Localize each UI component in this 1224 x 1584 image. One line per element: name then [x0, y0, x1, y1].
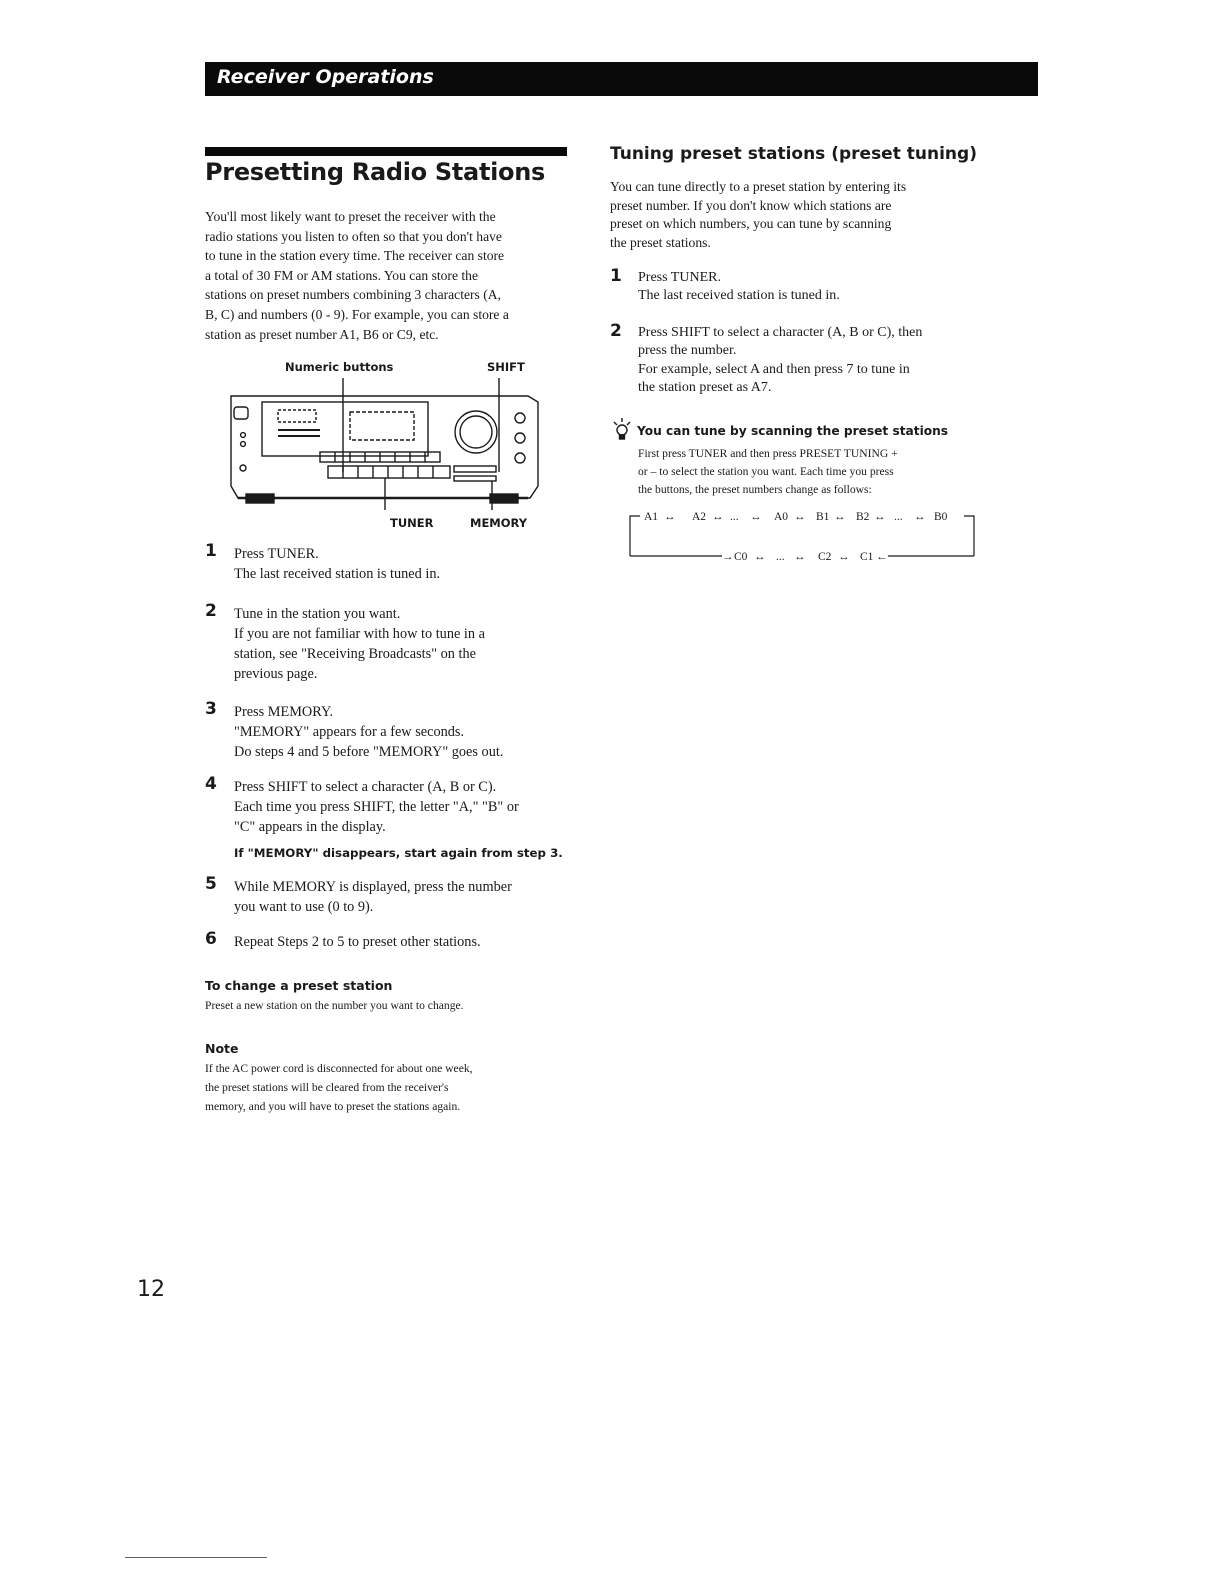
intro-line: to tune in the station every time. The receiver can store — [205, 248, 505, 264]
seq-item-ellipsis: ... — [730, 511, 739, 523]
svg-text:↔: ↔ — [750, 511, 762, 523]
step-number: 4 — [205, 774, 217, 794]
change-preset-text: Preset a new station on the number you want to change. — [205, 999, 464, 1012]
tip-line: First press TUNER and then press PRESET TUNING + — [638, 447, 898, 460]
label-tuner: TUNER — [390, 516, 434, 530]
step-line: Press TUNER. — [234, 546, 319, 562]
banner-title: Receiver Operations — [217, 66, 434, 88]
label-numeric-buttons: Numeric buttons — [285, 360, 394, 374]
numeric-button-row — [328, 466, 450, 478]
step-line: Do steps 4 and 5 before "MEMORY" goes out. — [234, 744, 504, 760]
step-line: Press TUNER. — [638, 270, 721, 285]
step-line: Repeat Steps 2 to 5 to preset other stations. — [234, 934, 481, 950]
step-line: station, see "Receiving Broadcasts" on the — [234, 646, 476, 662]
tip-line: or – to select the station you want. Each time you press — [638, 465, 894, 478]
step-3 — [205, 699, 575, 762]
intro-line: You'll most likely want to preset the receiver with the — [205, 209, 496, 224]
step-line: If you are not familiar with how to tune in a — [234, 626, 485, 642]
step-line: Tune in the station you want. — [234, 606, 401, 622]
receiver-front-panel-illustration — [228, 372, 548, 512]
seq-item-c0: C0 — [734, 551, 748, 562]
note-text — [205, 1059, 555, 1116]
svg-text:←: ← — [876, 551, 888, 562]
intro-paragraph — [205, 207, 570, 344]
step-line: The last received station is tuned in. — [234, 566, 441, 582]
section-banner — [205, 62, 1038, 96]
step-4 — [205, 774, 575, 863]
intro-line: B, C) and numbers (0 - 9). For example, you can store a — [205, 306, 509, 322]
step-line: Press SHIFT to select a character (A, B or C), then — [638, 325, 923, 340]
page-title: Presetting Radio Stations — [205, 158, 545, 186]
intro-line: the preset stations. — [610, 234, 711, 250]
seq-item-a0: A0 — [774, 511, 789, 523]
seq-item-b1: B1 — [816, 511, 830, 523]
step-line: the station preset as A7. — [638, 380, 772, 396]
svg-text:↔: ↔ — [794, 511, 806, 523]
svg-text:↔: ↔ — [712, 511, 724, 523]
seq-item-c2: C2 — [818, 551, 832, 562]
tip-heading: You can tune by scanning the preset stations — [637, 424, 949, 438]
memory-button — [454, 476, 496, 481]
svg-text:↔: ↔ — [874, 511, 886, 523]
svg-text:→: → — [722, 551, 734, 562]
memory-warning: If "MEMORY" disappears, start again from step 3. — [234, 846, 563, 860]
step-line: "MEMORY" appears for a few seconds. — [234, 724, 465, 740]
intro-line: preset number. If you don't know which stations are — [610, 197, 892, 213]
step-line: Press MEMORY. — [234, 704, 334, 720]
power-switch — [234, 407, 248, 419]
note-line: the preset stations will be cleared from the receiver's — [205, 1081, 449, 1094]
step-line: "C" appears in the display. — [234, 819, 386, 835]
note-heading: Note — [205, 1041, 239, 1056]
step-line: Press SHIFT to select a character (A, B or C). — [234, 779, 497, 795]
svg-text:↔: ↔ — [914, 511, 926, 523]
preset-tuning-heading: Tuning preset stations (preset tuning) — [610, 144, 977, 164]
step-line: While MEMORY is displayed, press the number — [234, 879, 512, 895]
seq-item-a2: A2 — [692, 511, 707, 523]
footer-rule — [125, 1557, 267, 1558]
title-rule — [205, 147, 567, 156]
step-5 — [205, 874, 575, 917]
preset-sequence-diagram — [626, 504, 982, 562]
step-6 — [205, 929, 575, 952]
step-number: 1 — [205, 541, 217, 561]
shift-button — [454, 466, 496, 472]
step-number: 1 — [610, 266, 622, 286]
intro-line: a total of 30 FM or AM stations. You can store the — [205, 267, 478, 283]
svg-text:↔: ↔ — [754, 551, 766, 562]
step-1 — [205, 541, 575, 584]
step-line: press the number. — [638, 343, 737, 359]
step-number: 2 — [610, 321, 622, 341]
intro-line: radio stations you listen to often so that you don't have — [205, 228, 502, 244]
right-foot — [490, 494, 518, 503]
tip-line: the buttons, the preset numbers change as follows: — [638, 483, 872, 496]
preset-step-2 — [610, 321, 980, 398]
tip-body — [638, 445, 978, 499]
svg-text:↔: ↔ — [834, 511, 846, 523]
seq-item-c1: C1 — [860, 551, 874, 562]
page-number: 12 — [137, 1277, 165, 1302]
change-preset-heading: To change a preset station — [205, 978, 393, 993]
left-foot — [246, 494, 274, 503]
step-line: For example, select A and then press 7 to tune in — [638, 361, 910, 377]
step-number: 5 — [205, 874, 217, 894]
seq-item-b2: B2 — [856, 511, 870, 523]
step-2 — [205, 601, 575, 684]
step-line: you want to use (0 to 9). — [234, 899, 374, 915]
step-number: 2 — [205, 601, 217, 621]
volume-knob — [455, 411, 497, 453]
intro-line: station as preset number A1, B6 or C9, etc. — [205, 326, 439, 342]
intro-line: stations on preset numbers combining 3 characters (A, — [205, 287, 501, 303]
note-line: If the AC power cord is disconnected for about one week, — [205, 1062, 473, 1075]
svg-text:↔: ↔ — [664, 511, 676, 523]
svg-text:↔: ↔ — [794, 551, 806, 562]
step-line: The last received station is tuned in. — [638, 288, 840, 304]
step-number: 3 — [205, 699, 217, 719]
intro-line: You can tune directly to a preset station by entering its — [610, 179, 907, 194]
label-memory: MEMORY — [470, 516, 528, 530]
tip-lightbulb-icon — [611, 417, 633, 441]
svg-text:↔: ↔ — [838, 551, 850, 562]
step-line: previous page. — [234, 666, 318, 682]
seq-item-ellipsis: ... — [894, 511, 903, 523]
phones-jack — [240, 465, 246, 471]
step-line: Each time you press SHIFT, the letter "A," "B" or — [234, 799, 519, 815]
note-line: memory, and you will have to preset the stations again. — [205, 1100, 461, 1113]
preset-step-1 — [610, 266, 980, 306]
seq-item-a1: A1 — [644, 511, 659, 523]
label-shift: SHIFT — [487, 360, 525, 374]
seq-item-ellipsis: ... — [776, 551, 785, 562]
seq-item-b0: B0 — [934, 511, 948, 523]
intro-line: preset on which numbers, you can tune by scanning — [610, 216, 892, 231]
preset-tuning-intro — [610, 178, 982, 252]
step-number: 6 — [205, 929, 217, 949]
